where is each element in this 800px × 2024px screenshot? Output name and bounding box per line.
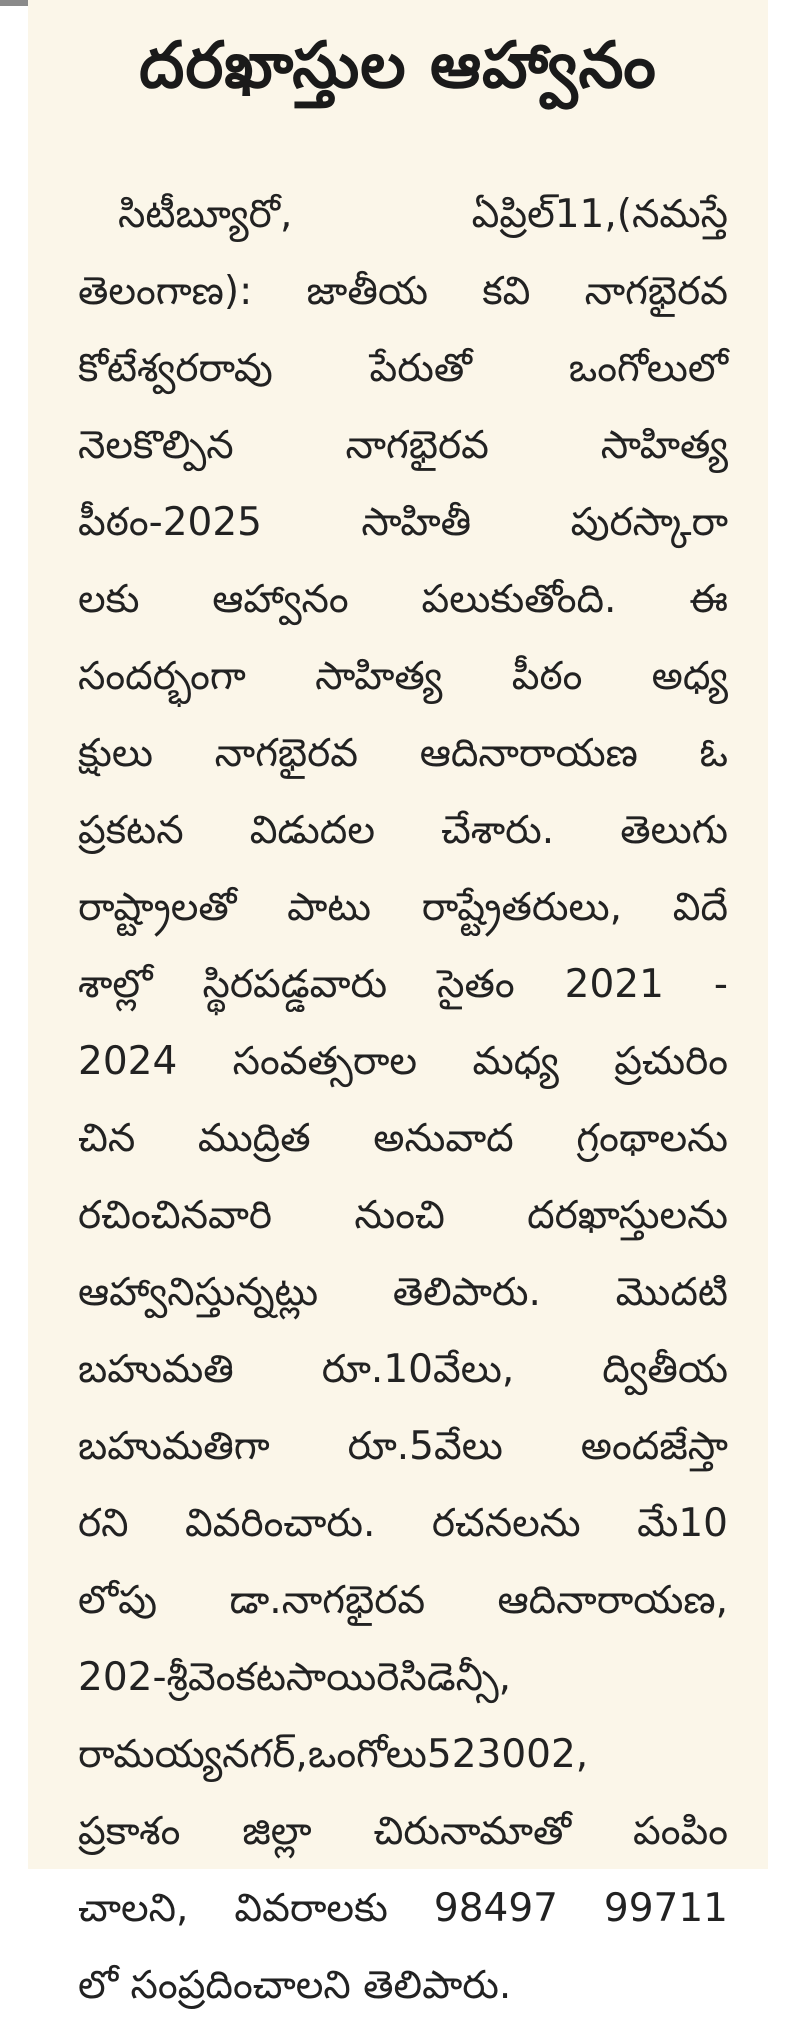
article-line: సిటీబ్యూరో, ఏప్రిల్11,(నమస్తే bbox=[118, 192, 728, 237]
article-line: ప్రకటన విడుదల చేశారు. తెలుగు bbox=[78, 808, 728, 853]
article-line: బహుమతిగా రూ.5వేలు అందజేస్తా bbox=[78, 1424, 728, 1469]
article-line: కోటేశ్వరరావు పేరుతో ఒంగోలులో bbox=[78, 346, 728, 391]
article-line: చాలని, వివరాలకు 98497 99711 bbox=[78, 1886, 728, 1931]
article-line: ప్రకాశం జిల్లా చిరునామాతో పంపిం bbox=[78, 1809, 728, 1854]
article-line: రాష్ట్రాలతో పాటు రాష్ట్రేతరులు, విదే bbox=[78, 885, 728, 930]
article-line: పీఠం-2025 సాహితీ పురస్కారా bbox=[78, 500, 728, 545]
article-line: లకు ఆహ్వానం పలుకుతోంది. ఈ bbox=[78, 577, 728, 622]
article-line: శాల్లో స్థిరపడ్డవారు సైతం 2021 - bbox=[78, 962, 728, 1007]
article-line: రామయ్యనగర్,ఒంగోలు523002, bbox=[78, 1732, 589, 1777]
article-line: లోపు డా.నాగభైరవ ఆదినారాయణ, bbox=[78, 1578, 728, 1623]
article-line: రని వివరించారు. రచనలను మే10 bbox=[78, 1501, 728, 1546]
article-headline: దరఖాస్తుల ఆహ్వానం bbox=[139, 29, 657, 103]
article-line: నెలకొల్పిన నాగభైరవ సాహిత్య bbox=[78, 423, 728, 468]
article-line: రచించినవారి నుంచి దరఖాస్తులను bbox=[78, 1193, 728, 1238]
article-line: 202-శ్రీవెంకటసాయిరెసిడెన్సీ, bbox=[78, 1655, 512, 1700]
article-line: క్షులు నాగభైరవ ఆదినారాయణ ఓ bbox=[78, 731, 728, 776]
article-line: బహుమతి రూ.10వేలు, ద్వితీయ bbox=[78, 1347, 728, 1392]
article-line: లో సంప్రదించాలని తెలిపారు. bbox=[78, 1963, 512, 2008]
page-margin bbox=[768, 0, 800, 1869]
article-line: 2024 సంవత్సరాల మధ్య ప్రచురిం bbox=[78, 1039, 728, 1084]
article-line: తెలంగాణ): జాతీయ కవి నాగభైరవ bbox=[78, 269, 728, 314]
article-body bbox=[78, 176, 728, 2024]
article-line: సందర్భంగా సాహిత్య పీఠం అధ్య bbox=[78, 654, 728, 699]
article-line: చిన ముద్రిత అనువాద గ్రంథాలను bbox=[78, 1116, 728, 1161]
newspaper-clipping bbox=[28, 0, 768, 2008]
article-line: ఆహ్వానిస్తున్నట్లు తెలిపారు. మొదటి bbox=[78, 1270, 728, 1315]
